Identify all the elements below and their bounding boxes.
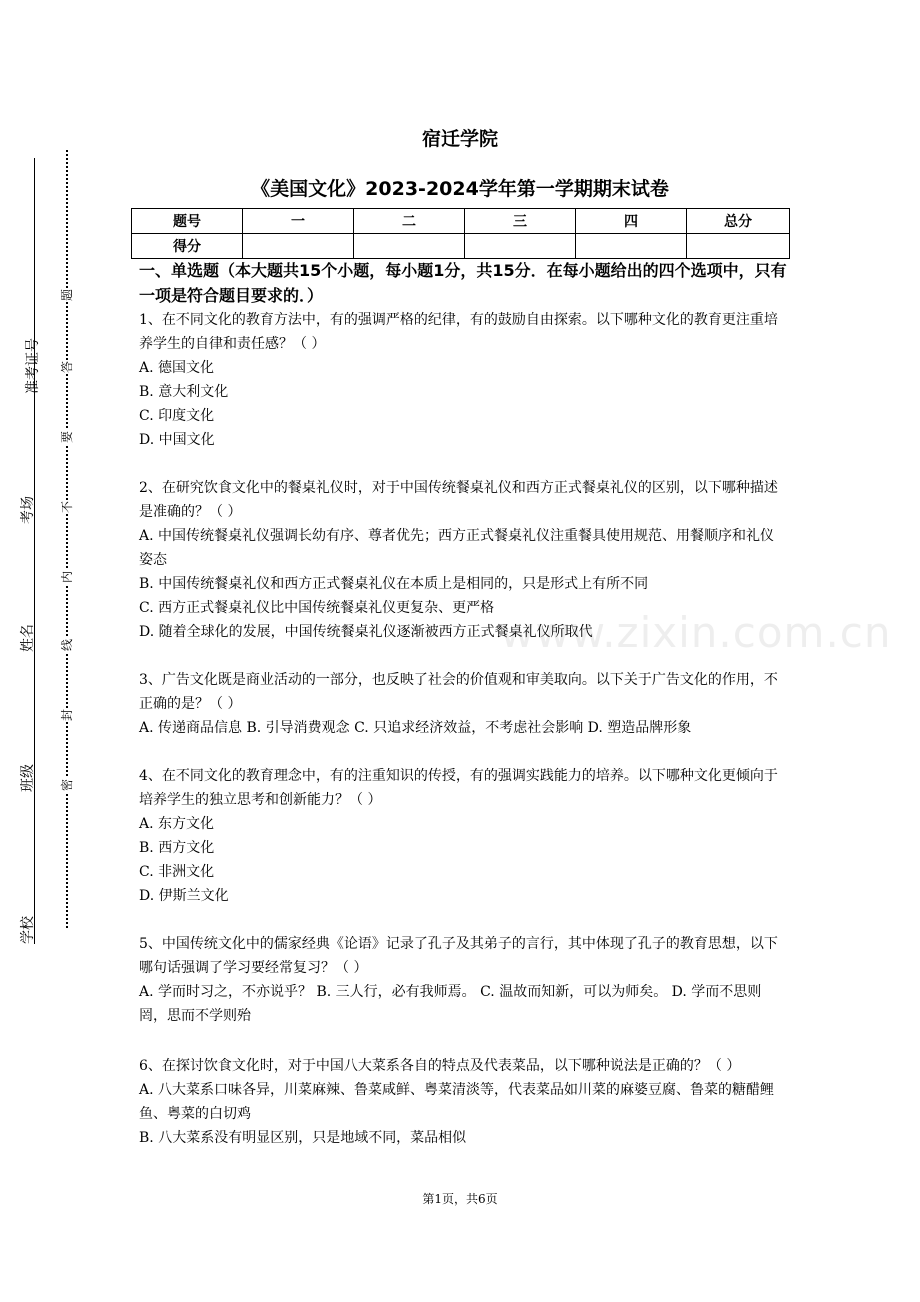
question-5	[139, 932, 787, 1028]
score-input-cell[interactable]	[687, 234, 790, 259]
option: D. 中国文化	[139, 432, 215, 448]
field-school: 学校	[20, 916, 36, 944]
question-1	[139, 308, 787, 452]
option: D. 伊斯兰文化	[139, 888, 229, 904]
seal-char: 内	[60, 571, 74, 584]
score-cell: 二	[354, 209, 465, 234]
seal-char: 密	[60, 779, 74, 792]
option: C. 西方正式餐桌礼仪比中国传统餐桌礼仪更复杂、更严格	[139, 600, 495, 616]
option: B. 八大菜系没有明显区别，只是地域不同，菜品相似	[139, 1130, 467, 1146]
field-exam-room: 考场	[20, 496, 36, 524]
option: C. 非洲文化	[139, 864, 215, 880]
option: A. 中国传统餐桌礼仪强调长幼有序、尊者优先；西方正式餐桌礼仪注重餐具使用规范、用餐顺序和礼仪姿态	[139, 528, 775, 568]
option: B. 意大利文化	[139, 384, 229, 400]
seal-char: 不	[60, 501, 74, 514]
field-class: 班级	[20, 764, 36, 792]
score-table-score-row	[132, 234, 790, 259]
question-3	[139, 668, 787, 740]
score-cell: 总分	[687, 209, 790, 234]
option: A. 东方文化	[139, 816, 215, 832]
score-cell: 三	[465, 209, 576, 234]
option: B. 西方文化	[139, 840, 215, 856]
score-input-cell[interactable]	[465, 234, 576, 259]
watermark: www.zixin.com.cn	[500, 608, 892, 657]
exam-title: 《美国文化》2023-2024学年第一学期期末试卷	[251, 178, 669, 200]
option: C. 印度文化	[139, 408, 215, 424]
score-table	[131, 208, 790, 259]
seal-char: 要	[60, 431, 74, 444]
seal-char: 线	[60, 639, 74, 652]
option: B. 中国传统餐桌礼仪和西方正式餐桌礼仪在本质上是相同的，只是形式上有所不同	[139, 576, 649, 592]
score-cell: 得分	[132, 234, 243, 259]
score-input-cell[interactable]	[354, 234, 465, 259]
option: A. 八大菜系口味各异，川菜麻辣、鲁菜咸鲜、粤菜清淡等，代表菜品如川菜的麻婆豆腐、鲁菜的糖醋鲤鱼、粤菜的白切鸡	[139, 1082, 775, 1122]
option: A. 德国文化	[139, 360, 215, 376]
question-6	[139, 1054, 787, 1150]
score-table-header-row	[132, 209, 790, 234]
question-stem: 3、广告文化既是商业活动的一部分，也反映了社会的价值观和审美取向。以下关于广告文化的作用，不正确的是？（ ）	[139, 672, 778, 712]
section-title: 一、单选题（本大题共15个小题，每小题1分，共15分．在每小题给出的四个选项中，只有一项是符合题目要求的．）	[139, 261, 787, 305]
score-input-cell[interactable]	[243, 234, 354, 259]
score-input-cell[interactable]	[576, 234, 687, 259]
score-cell: 四	[576, 209, 687, 234]
option: A. 学而时习之，不亦说乎？ B. 三人行，必有我师焉。 C. 温故而知新，可以为师矣。 D. 学而不思则罔，思而不学则殆	[139, 984, 762, 1024]
seal-char: 答	[60, 361, 74, 374]
option: A. 传递商品信息 B. 引导消费观念 C. 只追求经济效益，不考虑社会影响 D. 塑造品牌形象	[139, 720, 692, 736]
seal-char: 题	[60, 289, 74, 302]
seal-char: 封	[60, 709, 74, 722]
margin-dotted-line	[66, 150, 68, 928]
question-stem: 1、在不同文化的教育方法中，有的强调严格的纪律，有的鼓励自由探索。以下哪种文化的教育更注重培养学生的自律和责任感？（ ）	[139, 312, 778, 352]
margin-solid-line	[34, 158, 35, 944]
question-4	[139, 764, 787, 908]
page-footer: 第1页，共6页	[422, 1192, 498, 1206]
score-cell: 一	[243, 209, 354, 234]
school-name: 宿迁学院	[421, 128, 498, 150]
question-stem: 4、在不同文化的教育理念中，有的注重知识的传授，有的强调实践能力的培养。以下哪种文化更倾向于培养学生的独立思考和创新能力？（ ）	[139, 768, 778, 808]
question-stem: 2、在研究饮食文化中的餐桌礼仪时，对于中国传统餐桌礼仪和西方正式餐桌礼仪的区别，以下哪种描述是准确的？（ ）	[139, 480, 778, 520]
question-stem: 5、中国传统文化中的儒家经典《论语》记录了孔子及其弟子的言行，其中体现了孔子的教育思想，以下哪句话强调了学习要经常复习？（ ）	[139, 936, 778, 976]
score-cell: 题号	[132, 209, 243, 234]
option: D. 随着全球化的发展，中国传统餐桌礼仪逐渐被西方正式餐桌礼仪所取代	[139, 624, 593, 640]
field-exam-id: 准考证号	[25, 338, 41, 394]
field-name: 姓名	[20, 624, 36, 652]
question-stem: 6、在探讨饮食文化时，对于中国八大菜系各自的特点及代表菜品，以下哪种说法是正确的？（ ）	[139, 1058, 741, 1074]
